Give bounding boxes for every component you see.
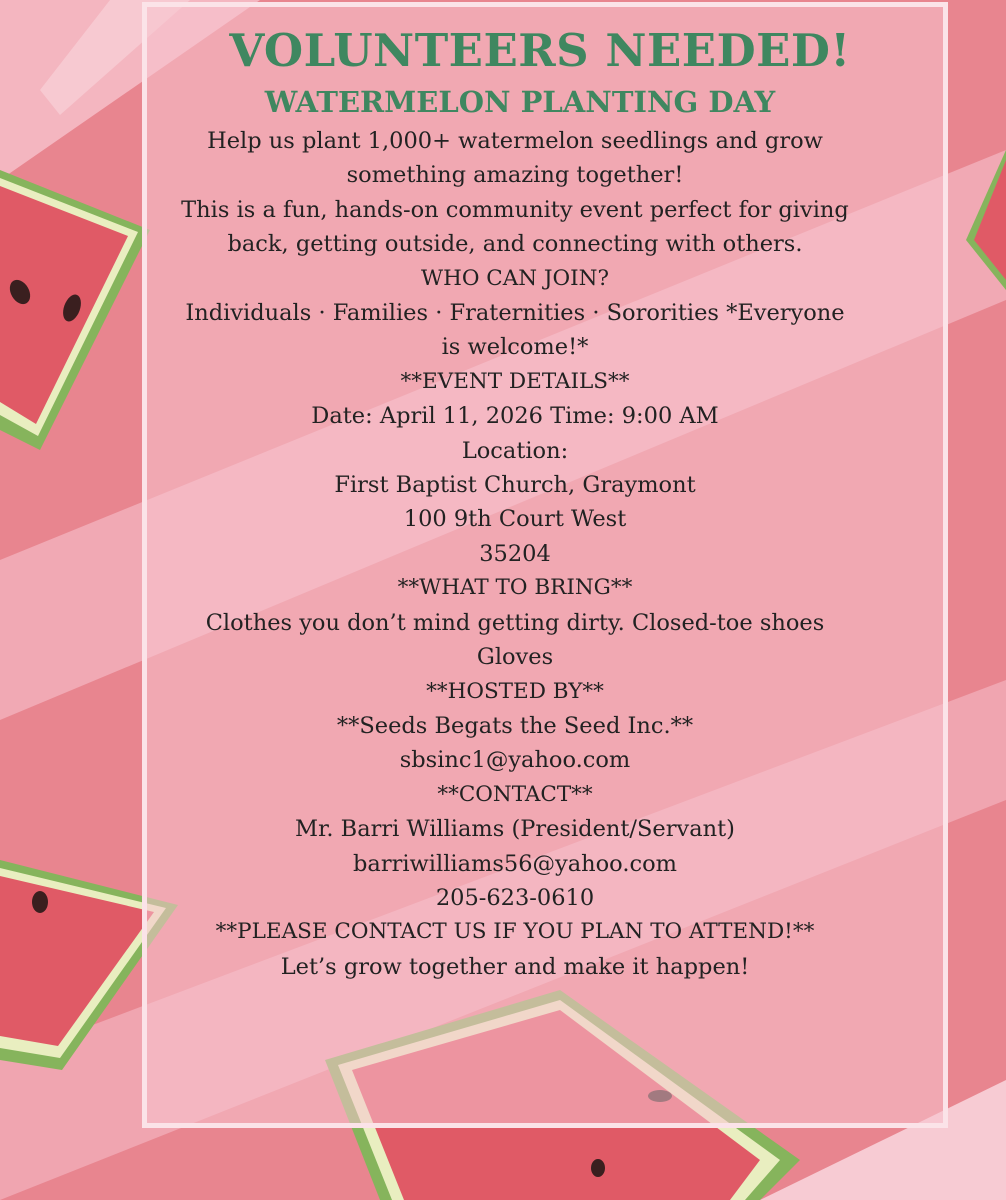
bring-line: Gloves: [476, 644, 554, 671]
flyer-subtitle: WATERMELON PLANTING DAY: [264, 85, 776, 119]
bring-line: Clothes you don’t mind getting dirty. Closed-toe shoes: [205, 609, 825, 636]
watermelon-slice-icon: [0, 170, 150, 450]
closing-rsvp: **PLEASE CONTACT US IF YOU PLAN TO ATTEND!**: [215, 919, 815, 945]
details-date-time: Date: April 11, 2026 Time: 9:00 AM: [311, 403, 719, 430]
closing-message: Let’s grow together and make it happen!: [280, 953, 750, 980]
host-email: sbsinc1@yahoo.com: [399, 747, 631, 774]
contact-name: Mr. Barri Williams (President/Servant): [295, 816, 735, 843]
bring-heading: **WHAT TO BRING**: [397, 575, 633, 601]
contact-email: barriwilliams56@yahoo.com: [353, 850, 677, 877]
flyer-title: VOLUNTEERS NEEDED!: [229, 24, 851, 77]
details-address: 100 9th Court West: [403, 506, 627, 533]
who-heading: WHO CAN JOIN?: [420, 265, 609, 291]
details-location-name: First Baptist Church, Graymont: [334, 472, 696, 499]
intro-line: something amazing together!: [346, 162, 684, 189]
host-organization: **Seeds Begats the Seed Inc.**: [336, 712, 694, 739]
hosted-heading: **HOSTED BY**: [426, 678, 604, 704]
flyer-content: [142, 20, 888, 984]
intro-line: back, getting outside, and connecting with others.: [227, 231, 803, 258]
intro-line: This is a fun, hands-on community event perfect for giving: [181, 196, 849, 223]
who-line: is welcome!*: [441, 334, 589, 361]
details-location-label: Location:: [461, 437, 569, 464]
contact-phone: 205-623-0610: [435, 884, 595, 911]
intro-line: Help us plant 1,000+ watermelon seedlings and grow: [207, 128, 823, 154]
details-zip: 35204: [479, 540, 551, 567]
who-line: Individuals · Families · Fraternities · Sororities *Everyone: [185, 300, 845, 327]
contact-heading: **CONTACT**: [437, 781, 593, 807]
details-heading: **EVENT DETAILS**: [400, 368, 630, 394]
